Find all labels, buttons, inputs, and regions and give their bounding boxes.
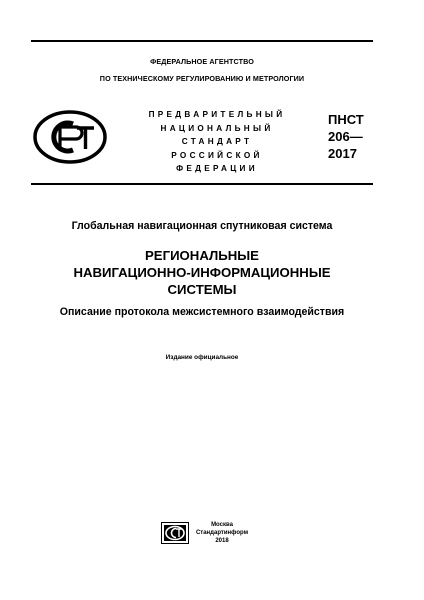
- standard-code: [328, 111, 364, 162]
- standard-type-line: РОССИЙСКОЙ: [171, 150, 263, 160]
- standard-code-line: 2017: [328, 146, 357, 161]
- edition-label: Издание официальное: [165, 354, 239, 361]
- standard-code-line: 206—: [328, 129, 363, 144]
- publisher-imprint: [192, 521, 252, 545]
- agency-name-line2: ПО ТЕХНИЧЕСКОМУ РЕГУЛИРОВАНИЮ И МЕТРОЛОГИИ: [99, 74, 305, 83]
- document-title-line: СИСТЕМЫ: [167, 282, 237, 297]
- top-rule: [31, 40, 373, 42]
- middle-rule: [31, 183, 373, 185]
- document-title: [31, 247, 373, 298]
- standard-code-line: ПНСТ: [328, 112, 364, 127]
- document-title-line: НАВИГАЦИОННО-ИНФОРМАЦИОННЫЕ: [73, 265, 331, 280]
- standard-type-line: СТАНДАРТ: [181, 137, 253, 147]
- standard-type-line: ФЕДЕРАЦИИ: [176, 164, 258, 174]
- publisher-name: Стандартинформ: [195, 530, 249, 536]
- document-title-line: РЕГИОНАЛЬНЫЕ: [145, 248, 259, 263]
- publisher-year: 2018: [215, 538, 229, 544]
- publisher-city: Москва: [211, 522, 233, 528]
- agency-name-line1: ФЕДЕРАЛЬНОЕ АГЕНТСТВО: [150, 57, 254, 66]
- gost-r-mark-icon: [32, 109, 108, 165]
- standard-type-block: [128, 108, 306, 176]
- document-subtitle: Глобальная навигационная спутниковая система: [71, 220, 333, 232]
- standartinform-logo-icon: [161, 522, 189, 544]
- standard-type-line: НАЦИОНАЛЬНЫЙ: [160, 123, 274, 133]
- document-description: Описание протокола межсистемного взаимодействия: [59, 306, 345, 318]
- standard-type-line: ПРЕДВАРИТЕЛЬНЫЙ: [148, 110, 286, 119]
